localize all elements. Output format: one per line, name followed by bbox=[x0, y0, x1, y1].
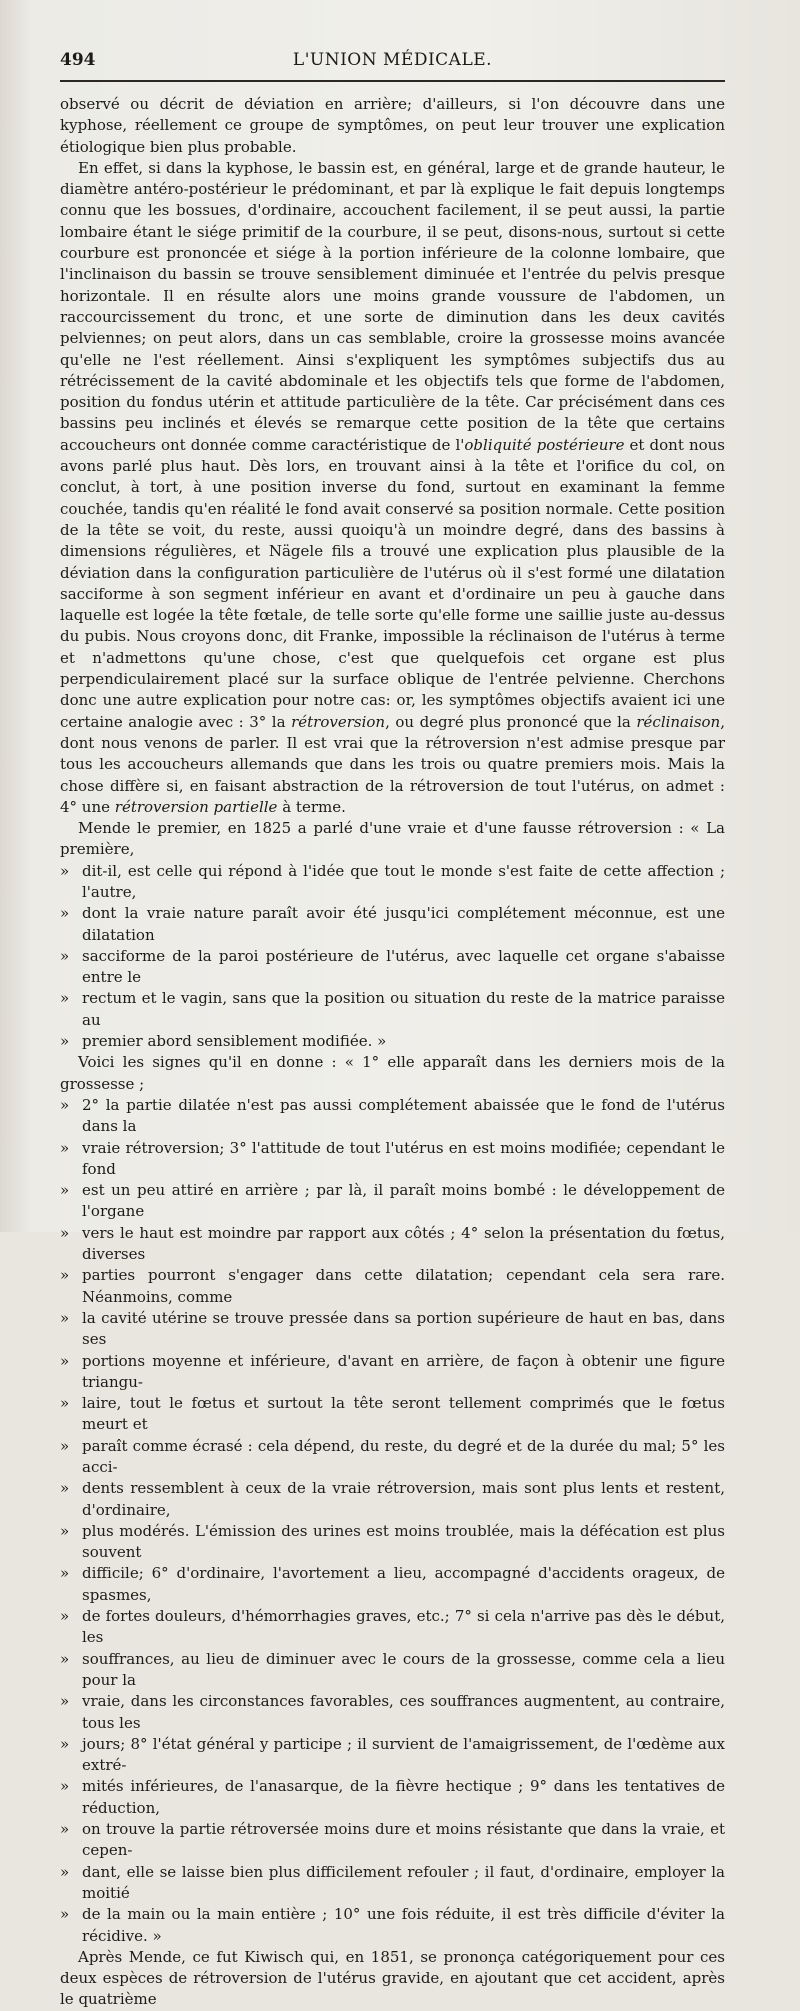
quote-line bbox=[60, 1265, 725, 1308]
quote-text: rectum et le vagin, sans que la position ou situation du reste de la matrice paraisse au bbox=[82, 989, 725, 1029]
quote-text: dents ressemblent à ceux de la vraie rétroversion, mais sont plus lents et restent, d'ordinaire, bbox=[82, 1479, 725, 1519]
quote-text: laire, tout le fœtus et surtout la tête seront tellement comprimés que le fœtus meurt et bbox=[82, 1394, 725, 1434]
quote-line bbox=[60, 1436, 725, 1479]
quote-text: paraît comme écrasé : cela dépend, du reste, du degré et de la durée du mal; 5° les acci- bbox=[82, 1436, 725, 1476]
quote-mark: » bbox=[60, 1607, 70, 1626]
quote-mark: » bbox=[60, 1564, 70, 1583]
quote-text: dit-il, est celle qui répond à l'idée que tout le monde s'est faite de cette affection ; l'autre, bbox=[82, 861, 725, 901]
quote-mark: » bbox=[60, 946, 70, 965]
quote-text: parties pourront s'engager dans cette dilatation; cependant cela sera rare. Néanmoins, comme bbox=[82, 1266, 725, 1306]
quote-line bbox=[60, 1904, 725, 1947]
quote-text: plus modérés. L'émission des urines est moins troublée, mais la défécation est plus souvent bbox=[82, 1521, 725, 1562]
quote-text: sacciforme de la paroi postérieure de l'utérus, avec laquelle cet organe s'abaisse entre le bbox=[82, 946, 725, 987]
quote-text: dont la vraie nature paraît avoir été jusqu'ici complétement méconnue, est une dilatation bbox=[82, 904, 725, 944]
quote-text: vraie rétroversion; 3° l'attitude de tout l'utérus en est moins modifiée; cependant le fond bbox=[82, 1138, 725, 1178]
quote-mark: » bbox=[60, 1394, 70, 1413]
quote-line bbox=[60, 1393, 725, 1436]
quote-mark: » bbox=[60, 1181, 70, 1200]
paragraph-kiwisch: Après Mende, ce fut Kiwisch qui, en 1851, se prononça catégoriquement pour ces deux espèces de rétroversion de l'utérus gravide, en ajoutant que cet accident, après le quatrième bbox=[60, 1947, 725, 2009]
quote-mark: » bbox=[60, 1032, 70, 1051]
paragraph-signs: Voici les signes qu'il en donne : « 1° elle apparaît dans les derniers mois de la grossesse ; bbox=[60, 1053, 725, 1093]
quote-line bbox=[60, 946, 725, 989]
quote-line bbox=[60, 1031, 725, 1052]
quote-text: vers le haut est moindre par rapport aux côtés ; 4° selon la présentation du fœtus, diverses bbox=[82, 1223, 725, 1264]
text-run: , dont nous venons de parler. Il est vrai que la rétroversion n'est admise presque par tous les accoucheurs allemands que dans les trois ou quatre premiers mois. Mais la chose diffère si, en faisant abstraction de la rétroversion de tout l'utérus, on admet : 4° une bbox=[60, 712, 725, 816]
quote-mark: » bbox=[60, 1734, 70, 1753]
italic-term: rétroversion bbox=[291, 712, 386, 731]
quote-line bbox=[60, 903, 725, 946]
quote-text: vraie, dans les circonstances favorables, ces souffrances augmentent, au contraire, tous les bbox=[82, 1692, 725, 1732]
paragraph bbox=[60, 158, 725, 818]
quotation-mende-signs bbox=[60, 1095, 725, 1947]
text-run: à terme. bbox=[277, 797, 346, 816]
quote-mark: » bbox=[60, 1521, 70, 1540]
quote-text: souffrances, au lieu de diminuer avec le cours de la grossesse, comme cela a lieu pour la bbox=[82, 1649, 725, 1689]
text-run: observé ou décrit de déviation en arrière; d'ailleurs, si l'on découvre dans une kyphose, réellement ce groupe de symptômes, on peut leur trouver une explication étiologique bien plus probable. bbox=[60, 95, 725, 156]
body-text bbox=[60, 94, 725, 2011]
quote-line bbox=[60, 1521, 725, 1564]
quote-line bbox=[60, 1734, 725, 1777]
quote-mark: » bbox=[60, 1649, 70, 1668]
quote-line bbox=[60, 1606, 725, 1649]
quote-text: portions moyenne et inférieure, d'avant en arrière, de façon à obtenir une figure triangu- bbox=[82, 1351, 725, 1391]
quote-line bbox=[60, 988, 725, 1031]
quote-line bbox=[60, 1862, 725, 1905]
text-run: , ou degré plus prononcé que la bbox=[385, 712, 637, 731]
italic-term: rétroversion partielle bbox=[114, 797, 278, 816]
quote-mark: » bbox=[60, 1777, 70, 1796]
text-run: En effet, si dans la kyphose, le bassin est, en général, large et de grande hauteur, le diamètre antéro-postérieur le prédominant, et par là explique le fait depuis longtemps connu que les bossues, d'ordinaire, accouchent facilement, il se peut aussi, la partie lombaire étant le siége primitif de la courbure, il se peut, disons-nous, surtout si cette courbure est prononcée et siége à la portion inférieure de la colonne lombaire, que l'inclinaison du bassin se trouve sensiblement diminuée et l'entrée du pelvis presque horizontale. Il en résulte alors une moins grande voussure de l'abdomen, un raccourcissement du tronc, et une sorte de diminution dans les deux cavités pelviennes; on peut alors, dans un cas semblable, croire la grossesse moins avancée qu'elle ne l'est réellement. Ainsi s'expliquent les symptômes subjectifs dus au rétrécissement de la cavité abdominale et les objectifs tels que forme de l'abdomen, position du fondus utérin et attitude particulière de la tête. Car précisément dans ces bassins peu inclinés et élevés se remarque cette position de la tête que certains accoucheurs ont donnée comme caractéristique de l' bbox=[60, 158, 725, 454]
quote-text: est un peu attiré en arrière ; par là, il paraît moins bombé : le développement de l'organe bbox=[82, 1181, 725, 1221]
page-header bbox=[60, 48, 725, 74]
quote-line bbox=[60, 1691, 725, 1734]
quote-line bbox=[60, 1478, 725, 1521]
text-run: Mende le premier, en 1825 a parlé d'une vraie et d'une fausse rétroversion : « La première, bbox=[60, 819, 725, 859]
quote-mark: » bbox=[60, 1436, 70, 1455]
running-head: L'UNION MÉDICALE. bbox=[292, 50, 493, 70]
quote-text: de fortes douleurs, d'hémorrhagies graves, etc.; 7° si cela n'arrive pas dès le début, les bbox=[82, 1607, 725, 1647]
quote-mark: » bbox=[60, 1095, 70, 1114]
quote-line bbox=[60, 1351, 725, 1394]
quote-mark: » bbox=[60, 1308, 70, 1327]
quote-mark: » bbox=[60, 1862, 70, 1881]
quote-line bbox=[60, 1308, 725, 1351]
quote-text: on trouve la partie rétroversée moins dure et moins résistante que dans la vraie, et cepen- bbox=[82, 1820, 725, 1860]
quote-mark: » bbox=[60, 1905, 70, 1924]
quote-mark: » bbox=[60, 1479, 70, 1498]
quote-line bbox=[60, 1649, 725, 1692]
quote-line bbox=[60, 1776, 725, 1819]
quote-text: jours; 8° l'état général y participe ; il survient de l'amaigrissement, de l'œdème aux extré- bbox=[82, 1734, 725, 1775]
quotation-mende-definition bbox=[60, 861, 725, 1053]
quote-line bbox=[60, 1563, 725, 1606]
quote-mark: » bbox=[60, 1820, 70, 1839]
quote-line bbox=[60, 1095, 725, 1138]
quote-mark: » bbox=[60, 1266, 70, 1285]
quote-mark: » bbox=[60, 989, 70, 1008]
quote-mark: » bbox=[60, 1223, 70, 1242]
italic-term: réclinaison bbox=[636, 712, 721, 731]
quote-mark: » bbox=[60, 1138, 70, 1157]
quote-line bbox=[60, 1180, 725, 1223]
quote-mark: » bbox=[60, 904, 70, 923]
header-rule bbox=[60, 80, 725, 82]
quote-line bbox=[60, 861, 725, 904]
quote-text: la cavité utérine se trouve pressée dans sa portion supérieure de haut en bas, dans ses bbox=[82, 1308, 725, 1349]
paragraph bbox=[60, 94, 725, 158]
quote-line bbox=[60, 1819, 725, 1862]
italic-term: obliquité postérieure bbox=[464, 435, 625, 454]
paragraph bbox=[60, 818, 725, 861]
quote-mark: » bbox=[60, 1351, 70, 1370]
quote-text: de la main ou la main entière ; 10° une fois réduite, il est très difficile d'éviter la récidive. » bbox=[82, 1905, 725, 1945]
quote-line bbox=[60, 1223, 725, 1266]
quote-text: mités inférieures, de l'anasarque, de la fièvre hectique ; 9° dans les tentatives de réduction, bbox=[82, 1777, 725, 1817]
quote-text: dant, elle se laisse bien plus difficilement refouler ; il faut, d'ordinaire, employer la moitié bbox=[82, 1862, 725, 1902]
paragraphs bbox=[60, 94, 725, 861]
quote-mark: » bbox=[60, 861, 70, 880]
text-run: et dont nous avons parlé plus haut. Dès lors, en trouvant ainsi à la tête et l'orifice du col, on conclut, à tort, à une position inverse du fond, surtout en examinant la femme couchée, tandis qu'en réalité le fond avait conservé sa position normale. Cette position de la tête se voit, du reste, aussi quoiqu'à un moindre degré, dans des bassins à dimensions régulières, et Nägele fils a trouvé une explication plus plausible de la déviation dans la configuration particulière de l'utérus où il s'est formé une dilatation sacciforme à son segment inférieur en avant et d'ordinaire un peu à gauche dans laquelle est logée la tête fœtale, de telle sorte qu'elle forme une saillie juste au-dessus du pubis. Nous croyons donc, dit Franke, impossible la réclinaison de l'utérus à terme et n'admettons qu'une chose, c'est que quelquefois cet organe est plus perpendiculairement placé sur la surface oblique de l'entrée pelvienne. Cherchons donc une autre explication pour notre cas: or, les symptômes objectifs avaient ici une certaine analogie avec : 3° la bbox=[60, 435, 725, 731]
quote-text: 2° la partie dilatée n'est pas aussi complétement abaissée que le fond de l'utérus dans la bbox=[82, 1095, 725, 1136]
page-number: 494 bbox=[60, 50, 96, 70]
quote-text: premier abord sensiblement modifiée. » bbox=[82, 1032, 387, 1051]
quote-mark: » bbox=[60, 1692, 70, 1711]
quote-line bbox=[60, 1138, 725, 1181]
quote-text: difficile; 6° d'ordinaire, l'avortement a lieu, accompagné d'accidents orageux, de spasmes, bbox=[82, 1564, 725, 1604]
